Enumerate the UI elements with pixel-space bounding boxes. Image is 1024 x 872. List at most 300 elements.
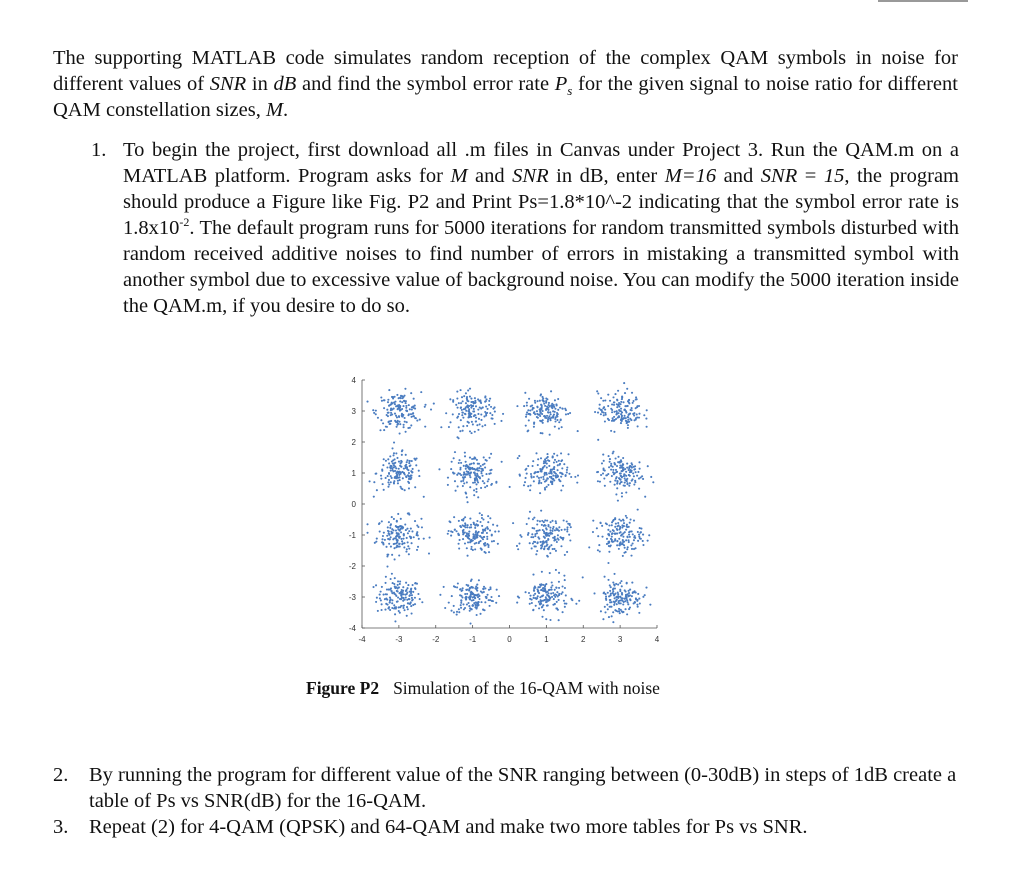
scatter-point (410, 528, 412, 530)
scatter-point (576, 482, 578, 484)
scatter-point (557, 464, 559, 466)
scatter-point (554, 538, 556, 540)
scatter-point (407, 608, 409, 610)
scatter-point (403, 609, 405, 611)
item1-text-3: in dB, enter (548, 165, 665, 187)
scatter-point (613, 404, 615, 406)
scatter-point (533, 423, 535, 425)
scatter-point (477, 467, 479, 469)
scatter-point (536, 542, 538, 544)
scatter-point (498, 595, 500, 597)
scatter-point (405, 475, 407, 477)
scatter-point (535, 605, 537, 607)
scatter-point (525, 469, 527, 471)
scatter-point (433, 403, 435, 405)
scatter-point (391, 447, 393, 449)
scatter-point (611, 536, 613, 538)
scatter-point (410, 392, 412, 394)
scatter-point (622, 457, 624, 459)
scatter-point (466, 532, 468, 534)
scatter-point (517, 457, 519, 459)
scatter-point (474, 397, 476, 399)
scatter-point (629, 482, 631, 484)
scatter-point (486, 594, 488, 596)
scatter-point (472, 549, 474, 551)
scatter-point (622, 401, 624, 403)
scatter-point (459, 539, 461, 541)
scatter-point (467, 421, 469, 423)
scatter-point (404, 524, 406, 526)
scatter-point (556, 414, 558, 416)
scatter-point (398, 543, 400, 545)
scatter-point (607, 541, 609, 543)
scatter-point (547, 591, 549, 593)
scatter-point (547, 484, 549, 486)
scatter-point (638, 417, 640, 419)
scatter-point (469, 476, 471, 478)
scatter-point (543, 536, 545, 538)
scatter-point (400, 460, 402, 462)
scatter-point (462, 417, 464, 419)
scatter-point (491, 483, 493, 485)
scatter-point (467, 541, 469, 543)
scatter-point (537, 595, 539, 597)
scatter-point (642, 544, 644, 546)
scatter-point (472, 533, 474, 535)
scatter-point (533, 411, 535, 413)
scatter-point (642, 534, 644, 536)
scatter-point (604, 409, 606, 411)
scatter-point (459, 468, 461, 470)
scatter-point (483, 456, 485, 458)
scatter-point (497, 543, 499, 545)
scatter-point (496, 525, 498, 527)
scatter-point (534, 402, 536, 404)
scatter-point (457, 415, 459, 417)
figure-caption-text: Simulation of the 16-QAM with noise (393, 678, 660, 698)
scatter-point (593, 592, 595, 594)
scatter-point (537, 406, 539, 408)
scatter-point (453, 457, 455, 459)
scatter-point (488, 478, 490, 480)
scatter-point (517, 548, 519, 550)
scatter-point (611, 403, 613, 405)
scatter-point (629, 471, 631, 473)
scatter-point (556, 541, 558, 543)
scatter-point (526, 523, 528, 525)
scatter-point (405, 405, 407, 407)
scatter-point (533, 587, 535, 589)
scatter-point (616, 410, 618, 412)
x-tick-label: 3 (617, 635, 623, 644)
scatter-point (626, 613, 628, 615)
scatter-point (557, 475, 559, 477)
scatter-point (482, 480, 484, 482)
scatter-point (389, 538, 391, 540)
scatter-point (539, 520, 541, 522)
scatter-point (411, 542, 413, 544)
scatter-point (530, 405, 532, 407)
scatter-point (623, 541, 625, 543)
scatter-point (631, 582, 633, 584)
scatter-point (430, 408, 432, 410)
scatter-point (566, 526, 568, 528)
scatter-point (626, 463, 628, 465)
scatter-point (490, 453, 492, 455)
scatter-point (449, 398, 451, 400)
scatter-point (620, 470, 622, 472)
scatter-point (375, 601, 377, 603)
scatter-point (547, 534, 549, 536)
scatter-point (545, 408, 547, 410)
scatter-point (399, 536, 401, 538)
scatter-point (547, 556, 549, 558)
scatter-point (402, 591, 404, 593)
scatter-point (517, 596, 519, 598)
scatter-point (474, 402, 476, 404)
scatter-point (408, 482, 410, 484)
scatter-point (404, 489, 406, 491)
scatter-point (463, 395, 465, 397)
scatter-point (554, 426, 556, 428)
scatter-point (609, 590, 611, 592)
scatter-point (395, 477, 397, 479)
scatter-point (607, 579, 609, 581)
scatter-point (479, 423, 481, 425)
scatter-point (470, 524, 472, 526)
scatter-point (611, 540, 613, 542)
scatter-point (624, 482, 626, 484)
scatter-point (547, 599, 549, 601)
figure-caption (306, 677, 660, 699)
scatter-point (476, 587, 478, 589)
scatter-point (471, 421, 473, 423)
scatter-point (458, 611, 460, 613)
scatter-point (637, 425, 639, 427)
scatter-point (516, 405, 518, 407)
scatter-point (473, 522, 475, 524)
scatter-point (380, 419, 382, 421)
scatter-point (405, 582, 407, 584)
scatter-point (541, 520, 543, 522)
scatter-point (412, 584, 414, 586)
scatter-point (616, 483, 618, 485)
scatter-point (629, 599, 631, 601)
scatter-point (631, 409, 633, 411)
list-item-1 (91, 137, 959, 319)
scatter-point (615, 523, 617, 525)
scatter-point (554, 420, 556, 422)
scatter-point (486, 532, 488, 534)
scatter-point (399, 580, 401, 582)
scatter-point (627, 419, 629, 421)
scatter-point (554, 459, 556, 461)
scatter-point (615, 471, 617, 473)
scatter-point (489, 605, 491, 607)
scatter-point (447, 477, 449, 479)
scatter-point (631, 464, 633, 466)
y-tick-label: 3 (351, 407, 356, 416)
scatter-point (464, 542, 466, 544)
scatter-point (411, 530, 413, 532)
scatter-point (535, 553, 537, 555)
scatter-point (379, 530, 381, 532)
scatter-point (639, 602, 641, 604)
scatter-point (570, 476, 572, 478)
scatter-point (416, 533, 418, 535)
scatter-point (625, 515, 627, 517)
scatter-point (419, 419, 421, 421)
scatter-point (467, 410, 469, 412)
scatter-point (615, 457, 617, 459)
scatter-point (403, 468, 405, 470)
scatter-point (548, 415, 550, 417)
scatter-point (461, 409, 463, 411)
scatter-point (423, 496, 425, 498)
scatter-point (610, 601, 612, 603)
scatter-point (472, 405, 474, 407)
scatter-point (607, 529, 609, 531)
scatter-point (545, 460, 547, 462)
scatter-point (395, 530, 397, 532)
scatter-point (480, 487, 482, 489)
scatter-point (555, 473, 557, 475)
scatter-point (404, 417, 406, 419)
scatter-point (559, 407, 561, 409)
item1-text-1: To begin the project, first download all .m files in Canvas under Project 3. Run the QAM.m on a MATLAB platform. Program asks for (123, 139, 959, 187)
scatter-point (413, 415, 415, 417)
scatter-point (612, 592, 614, 594)
scatter-point (565, 413, 567, 415)
scatter-point (405, 454, 407, 456)
scatter-point (474, 431, 476, 433)
scatter-point (557, 538, 559, 540)
scatter-point (637, 606, 639, 608)
figure-p2 (335, 370, 675, 665)
scatter-point (397, 580, 399, 582)
scatter-point (556, 454, 558, 456)
scatter-point (379, 429, 381, 431)
scatter-point (474, 534, 476, 536)
scatter-point (457, 407, 459, 409)
scatter-point (545, 402, 547, 404)
scatter-point (613, 473, 615, 475)
scatter-point (473, 602, 475, 604)
scatter-point (546, 486, 548, 488)
scatter-point (539, 492, 541, 494)
scatter-point (382, 535, 384, 537)
scatter-point (646, 409, 648, 411)
scatter-point (596, 390, 598, 392)
scatter-point (540, 457, 542, 459)
scatter-point (399, 432, 401, 434)
scatter-point (526, 402, 528, 404)
scatter-point (389, 609, 391, 611)
scatter-point (634, 535, 636, 537)
scatter-point (621, 524, 623, 526)
scatter-point (617, 591, 619, 593)
scatter-point (417, 593, 419, 595)
x-tick-label: 1 (544, 635, 549, 644)
scatter-point (394, 462, 396, 464)
scatter-point (633, 419, 635, 421)
scatter-point (470, 407, 472, 409)
scatter-point (467, 416, 469, 418)
scatter-point (618, 416, 620, 418)
scatter-point (394, 396, 396, 398)
scatter-point (535, 452, 537, 454)
figure-label: Figure P2 (306, 678, 380, 698)
scatter-point (523, 405, 525, 407)
scatter-point (469, 486, 471, 488)
scatter-point (381, 603, 383, 605)
scatter-point (639, 468, 641, 470)
scatter-point (447, 484, 449, 486)
item1-m: M (450, 165, 468, 187)
scatter-point (395, 405, 397, 407)
scatter-point (543, 525, 545, 527)
scatter-point (525, 477, 527, 479)
scatter-point (627, 427, 629, 429)
scatter-point (592, 520, 594, 522)
scatter-point (460, 607, 462, 609)
scatter-point (533, 472, 535, 474)
scatter-point (399, 423, 401, 425)
scatter-point (560, 476, 562, 478)
scatter-point (392, 397, 394, 399)
scatter-point (637, 540, 639, 542)
scatter-point (624, 589, 626, 591)
scatter-point (451, 461, 453, 463)
scatter-point (626, 526, 628, 528)
scatter-point (645, 587, 647, 589)
scatter-point (602, 467, 604, 469)
scatter-point (407, 541, 409, 543)
scatter-point (466, 603, 468, 605)
scatter-point (452, 413, 454, 415)
scatter-point (484, 601, 486, 603)
scatter-point (474, 457, 476, 459)
scatter-point (388, 479, 390, 481)
scatter-point (373, 496, 375, 498)
scatter-point (387, 401, 389, 403)
scatter-point (606, 523, 608, 525)
scatter-point (411, 460, 413, 462)
scatter-point (633, 468, 635, 470)
scatter-point (406, 459, 408, 461)
scatter-point (652, 481, 654, 483)
scatter-point (396, 472, 398, 474)
scatter-point (633, 520, 635, 522)
scatter-point (540, 600, 542, 602)
scatter-point (533, 480, 535, 482)
scatter-point (546, 520, 548, 522)
x-tick-label: 2 (581, 635, 586, 644)
scatter-point (614, 597, 616, 599)
scatter-point (394, 620, 396, 622)
scatter-point (470, 432, 472, 434)
scatter-point (387, 412, 389, 414)
scatter-point (564, 554, 566, 556)
scatter-point (469, 622, 471, 624)
scatter-point (627, 421, 629, 423)
scatter-point (399, 606, 401, 608)
scatter-point (539, 529, 541, 531)
scatter-point (412, 591, 414, 593)
scatter-point (556, 601, 558, 603)
scatter-point (532, 542, 534, 544)
scatter-point (610, 463, 612, 465)
scatter-point (409, 408, 411, 410)
intro-ps (554, 73, 573, 99)
scatter-point (396, 521, 398, 523)
scatter-point (534, 593, 536, 595)
scatter-point (597, 549, 599, 551)
scatter-point (487, 480, 489, 482)
scatter-point (548, 404, 550, 406)
scatter-point (402, 538, 404, 540)
scatter-point (390, 481, 392, 483)
scatter-point (475, 420, 477, 422)
y-tick-label: 2 (351, 438, 356, 447)
scatter-point (383, 532, 385, 534)
scatter-point (394, 558, 396, 560)
scatter-point (628, 592, 630, 594)
scatter-point (555, 527, 557, 529)
scatter-point (402, 598, 404, 600)
scatter-point (604, 576, 606, 578)
scatter-point (611, 411, 613, 413)
scatter-point (484, 551, 486, 553)
scatter-point (473, 535, 475, 537)
scatter-point (608, 419, 610, 421)
scatter-point (405, 407, 407, 409)
scatter-point (609, 481, 611, 483)
scatter-point (410, 601, 412, 603)
scatter-point (491, 540, 493, 542)
scatter-point (468, 408, 470, 410)
scatter-point (552, 592, 554, 594)
scatter-point (533, 476, 535, 478)
scatter-point (632, 400, 634, 402)
scatter-point (399, 479, 401, 481)
scatter-point (604, 611, 606, 613)
scatter-point (477, 463, 479, 465)
scatter-point (609, 461, 611, 463)
scatter-point (493, 540, 495, 542)
scatter-point (543, 400, 545, 402)
intro-paragraph (53, 45, 958, 123)
scatter-point (481, 425, 483, 427)
scatter-point (556, 461, 558, 463)
scatter-point (478, 595, 480, 597)
scatter-point (552, 478, 554, 480)
scatter-point (375, 413, 377, 415)
scatter-point (621, 481, 623, 483)
scatter-point (600, 413, 602, 415)
scatter-point (408, 460, 410, 462)
scatter-point (557, 409, 559, 411)
scatter-point (529, 409, 531, 411)
scatter-point (622, 555, 624, 557)
scatter-point (613, 411, 615, 413)
scatter-point (525, 416, 527, 418)
scatter-point (619, 465, 621, 467)
scatter-point (414, 459, 416, 461)
scatter-point (395, 452, 397, 454)
scatter-point (407, 469, 409, 471)
scatter-point (476, 590, 478, 592)
